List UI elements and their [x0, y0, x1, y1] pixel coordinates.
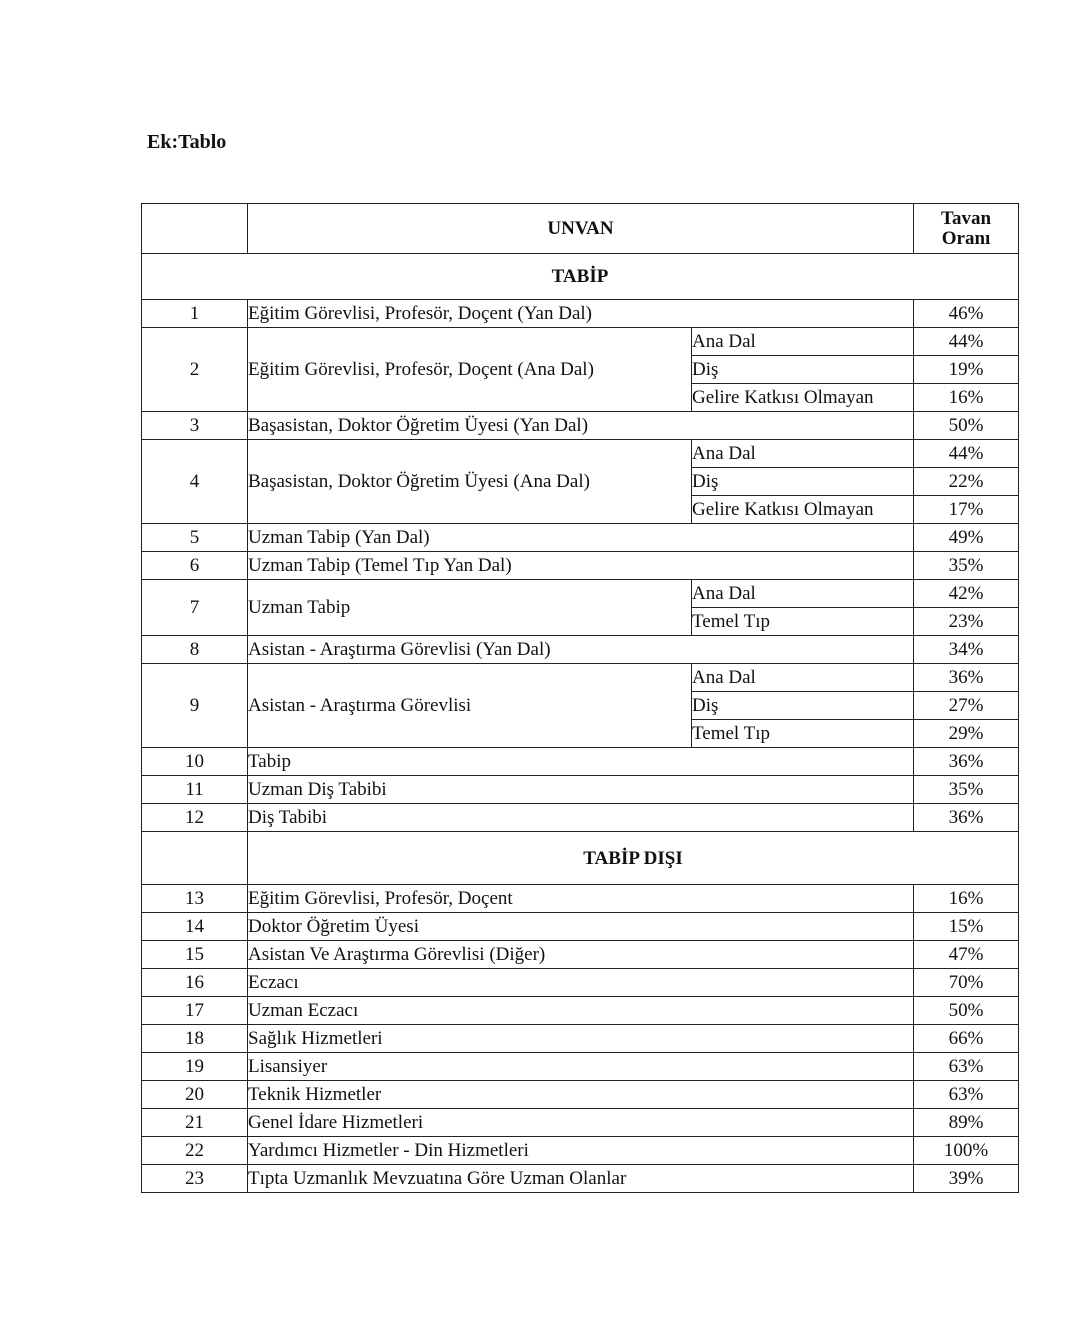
- header-row: [142, 204, 1019, 254]
- ceiling-rate: 36%: [914, 664, 1019, 692]
- table-row: [142, 913, 1019, 941]
- row-number: 23: [142, 1165, 248, 1193]
- row-title: Asistan Ve Araştırma Görevlisi (Diğer): [248, 941, 914, 969]
- row-number: 17: [142, 997, 248, 1025]
- section-title: TABİP DIŞI: [248, 832, 1019, 885]
- table-row: [142, 804, 1019, 832]
- table-row: [142, 636, 1019, 664]
- sub-category: Ana Dal: [692, 440, 914, 468]
- ceiling-rate: 63%: [914, 1081, 1019, 1109]
- sub-category: Ana Dal: [692, 328, 914, 356]
- table-row: [142, 524, 1019, 552]
- row-title: Uzman Eczacı: [248, 997, 914, 1025]
- row-title: Eğitim Görevlisi, Profesör, Doçent (Yan Dal): [248, 300, 914, 328]
- ceiling-rate: 100%: [914, 1137, 1019, 1165]
- sub-category: Temel Tıp: [692, 720, 914, 748]
- row-number: 15: [142, 941, 248, 969]
- sub-category: Ana Dal: [692, 580, 914, 608]
- sub-category: Temel Tıp: [692, 608, 914, 636]
- row-title: Teknik Hizmetler: [248, 1081, 914, 1109]
- row-title: Eğitim Görevlisi, Profesör, Doçent (Ana Dal): [248, 328, 692, 412]
- table-row: [142, 580, 1019, 608]
- section-no-cell: [142, 832, 248, 885]
- ceiling-rate: 34%: [914, 636, 1019, 664]
- sub-category: Diş: [692, 356, 914, 384]
- table-row: [142, 748, 1019, 776]
- table-row: [142, 885, 1019, 913]
- ceiling-rate: 44%: [914, 440, 1019, 468]
- row-number: 10: [142, 748, 248, 776]
- ceiling-rate: 66%: [914, 1025, 1019, 1053]
- row-number: 20: [142, 1081, 248, 1109]
- table-body: [142, 204, 1019, 1193]
- sub-category: Gelire Katkısı Olmayan: [692, 496, 914, 524]
- ceiling-rate: 35%: [914, 776, 1019, 804]
- ceiling-rate: 35%: [914, 552, 1019, 580]
- row-number: 18: [142, 1025, 248, 1053]
- row-title: Sağlık Hizmetleri: [248, 1025, 914, 1053]
- table-row: [142, 969, 1019, 997]
- ceiling-rate: 50%: [914, 997, 1019, 1025]
- table-row: [142, 664, 1019, 692]
- row-number: 1: [142, 300, 248, 328]
- row-number: 5: [142, 524, 248, 552]
- ceiling-rate: 15%: [914, 913, 1019, 941]
- table-row: [142, 1165, 1019, 1193]
- row-title: Doktor Öğretim Üyesi: [248, 913, 914, 941]
- row-title: Tabip: [248, 748, 914, 776]
- row-title: Genel İdare Hizmetleri: [248, 1109, 914, 1137]
- row-title: Lisansiyer: [248, 1053, 914, 1081]
- sub-category: Gelire Katkısı Olmayan: [692, 384, 914, 412]
- row-number: 19: [142, 1053, 248, 1081]
- row-title: Eğitim Görevlisi, Profesör, Doçent: [248, 885, 914, 913]
- table-row: [142, 1137, 1019, 1165]
- ceiling-rate: 17%: [914, 496, 1019, 524]
- header-unvan: UNVAN: [248, 204, 914, 254]
- ceiling-rate: 36%: [914, 748, 1019, 776]
- table-row: [142, 941, 1019, 969]
- section-title: TABİP: [142, 254, 1019, 300]
- row-number: 3: [142, 412, 248, 440]
- row-title: Eczacı: [248, 969, 914, 997]
- section-row: [142, 832, 1019, 885]
- section-row: [142, 254, 1019, 300]
- row-number: 12: [142, 804, 248, 832]
- row-title: Uzman Tabip: [248, 580, 692, 636]
- row-number: 6: [142, 552, 248, 580]
- ceiling-rate: 47%: [914, 941, 1019, 969]
- ceiling-rate: 39%: [914, 1165, 1019, 1193]
- ceiling-rate: 42%: [914, 580, 1019, 608]
- table-row: [142, 328, 1019, 356]
- table-row: [142, 440, 1019, 468]
- table-row: [142, 997, 1019, 1025]
- row-title: Uzman Diş Tabibi: [248, 776, 914, 804]
- row-number: 13: [142, 885, 248, 913]
- header-rate-line2: Oranı: [941, 227, 991, 249]
- ceiling-rate: 63%: [914, 1053, 1019, 1081]
- row-title: Yardımcı Hizmetler - Din Hizmetleri: [248, 1137, 914, 1165]
- header-rate-line1: Tavan: [941, 207, 992, 229]
- row-title: Tıpta Uzmanlık Mevzuatına Göre Uzman Olanlar: [248, 1165, 914, 1193]
- ceiling-rate: 19%: [914, 356, 1019, 384]
- row-title: Başasistan, Doktor Öğretim Üyesi (Yan Dal): [248, 412, 914, 440]
- table-row: [142, 1053, 1019, 1081]
- table-row: [142, 1109, 1019, 1137]
- table-row: [142, 1025, 1019, 1053]
- row-number: 11: [142, 776, 248, 804]
- header-no-cell: [142, 204, 248, 254]
- row-number: 16: [142, 969, 248, 997]
- ceiling-rate: 22%: [914, 468, 1019, 496]
- ceiling-rate: 27%: [914, 692, 1019, 720]
- row-number: 2: [142, 328, 248, 412]
- row-number: 14: [142, 913, 248, 941]
- ceiling-rate: 16%: [914, 384, 1019, 412]
- row-number: 9: [142, 664, 248, 748]
- table-row: [142, 776, 1019, 804]
- ceiling-rate: 50%: [914, 412, 1019, 440]
- ceiling-rate: 49%: [914, 524, 1019, 552]
- row-title: Asistan - Araştırma Görevlisi: [248, 664, 692, 748]
- rate-table: [141, 203, 1019, 1193]
- row-title: Uzman Tabip (Yan Dal): [248, 524, 914, 552]
- document-heading: Ek:Tablo: [147, 131, 227, 153]
- row-number: 7: [142, 580, 248, 636]
- row-title: Uzman Tabip (Temel Tıp Yan Dal): [248, 552, 914, 580]
- table-row: [142, 552, 1019, 580]
- ceiling-rate: 29%: [914, 720, 1019, 748]
- table-row: [142, 300, 1019, 328]
- sub-category: Diş: [692, 692, 914, 720]
- row-number: 22: [142, 1137, 248, 1165]
- row-number: 21: [142, 1109, 248, 1137]
- sub-category: Ana Dal: [692, 664, 914, 692]
- ceiling-rate: 70%: [914, 969, 1019, 997]
- ceiling-rate: 89%: [914, 1109, 1019, 1137]
- row-title: Asistan - Araştırma Görevlisi (Yan Dal): [248, 636, 914, 664]
- table-row: [142, 412, 1019, 440]
- ceiling-rate: 16%: [914, 885, 1019, 913]
- header-rate: [914, 204, 1019, 254]
- row-title: Başasistan, Doktor Öğretim Üyesi (Ana Dal): [248, 440, 692, 524]
- ceiling-rate: 46%: [914, 300, 1019, 328]
- ceiling-rate: 36%: [914, 804, 1019, 832]
- row-number: 4: [142, 440, 248, 524]
- row-number: 8: [142, 636, 248, 664]
- ceiling-rate: 23%: [914, 608, 1019, 636]
- table-row: [142, 1081, 1019, 1109]
- row-title: Diş Tabibi: [248, 804, 914, 832]
- sub-category: Diş: [692, 468, 914, 496]
- ceiling-rate: 44%: [914, 328, 1019, 356]
